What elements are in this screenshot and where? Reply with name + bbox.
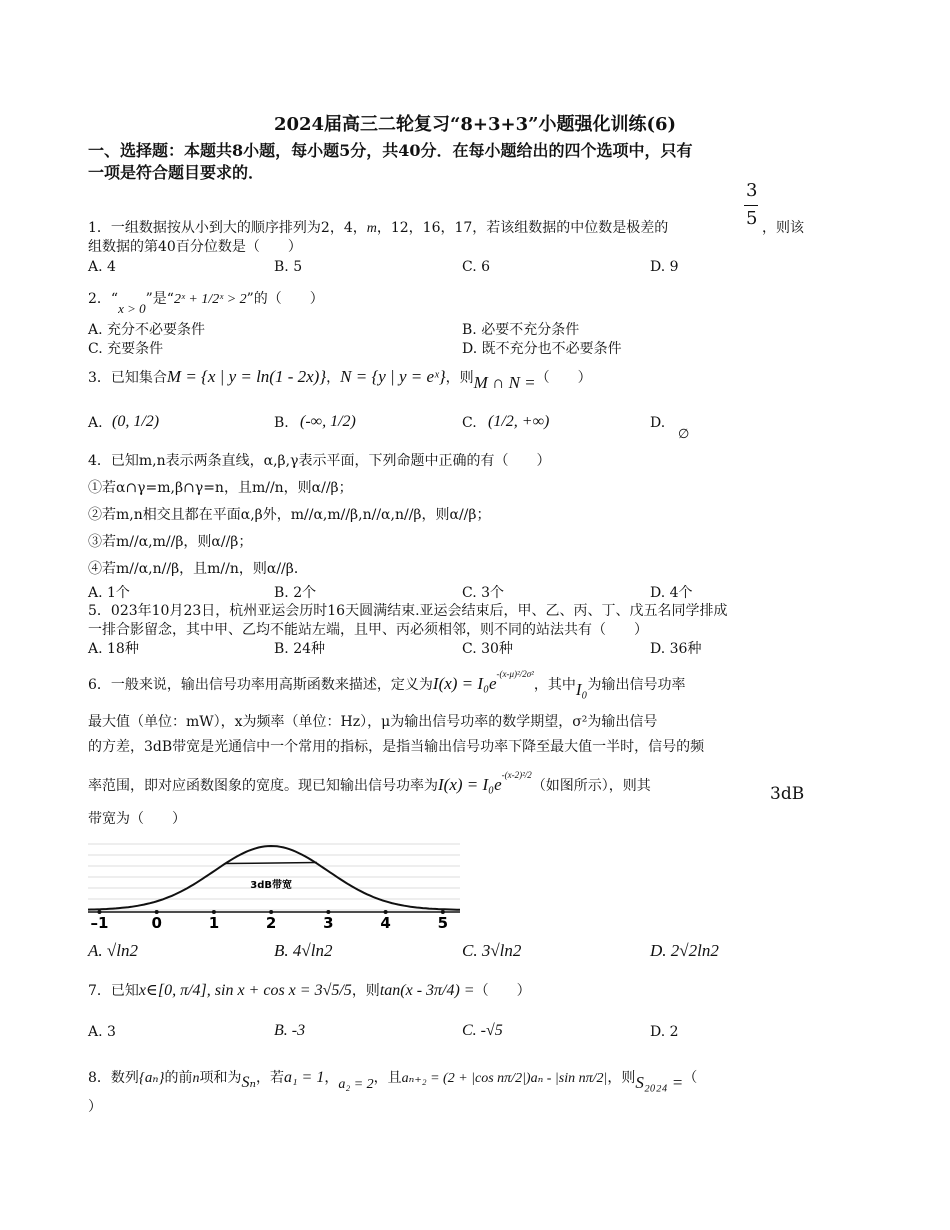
q8-stem (88, 1068, 698, 1092)
x-ticks (90, 910, 448, 930)
q6-l1a: 6．一般来说，输出信号功率用高斯函数来描述，定义为 (88, 677, 433, 693)
x-tick-label: 0 (151, 914, 162, 930)
q8-t2: 项和为 (199, 1070, 242, 1086)
gaussian-chart (88, 838, 460, 930)
q6-l4b: （如图所示），则其 (531, 778, 651, 794)
q1-option-c: C. 6 (462, 259, 491, 275)
x-tick-label: 1 (208, 914, 220, 930)
q6-option-a: A. √ln2 (88, 941, 138, 960)
q1-fraction-denominator: 5 (746, 208, 758, 229)
chart-grid (88, 844, 460, 910)
q6-i0: I₀ (575, 680, 588, 699)
q6-formula-2: I(x) = I₀e (438, 775, 502, 794)
q1-text-b: ，12，16，17，若该组数据的中位数是极差的 (376, 220, 669, 236)
q5-option-c: C. 30种 (462, 641, 513, 657)
q4-statement-1: ①若α∩γ=m,β∩γ=n，且m//n，则α//β； (88, 480, 353, 496)
q4-intro: 4．已知m,n表示两条直线，α,β,γ表示平面，下列命题中正确的有（ ） (88, 453, 551, 469)
x-tick-label: 4 (380, 914, 391, 930)
q7-condition: x∈[0, π/4], sin x + cos x = 3√5/5 (138, 982, 352, 999)
bandwidth-label: 3dB带宽 (250, 880, 293, 891)
q8-recurrence: aₙ₊₂ = (2 + |cos nπ/2|)aₙ - |sin nπ/2| (401, 1071, 608, 1086)
bandwidth-line (225, 863, 317, 864)
q7-stem (88, 982, 531, 1000)
q8-t6: ，则 (607, 1070, 636, 1086)
q7-option-d: D. 2 (650, 1024, 679, 1040)
q8-sn: Sₙ (241, 1074, 256, 1091)
q6-l1b: ，其中 (533, 677, 576, 693)
q3-option-d-value: ∅ (678, 427, 690, 442)
q8-prefix: 8．数列 (88, 1070, 139, 1086)
q5-option-d: D. 36种 (650, 641, 702, 657)
q8-a2: a₂ = 2 (338, 1077, 374, 1092)
q1-text-a: 1．一组数据按从小到大的顺序排列为2，4， (88, 220, 367, 236)
q1-var-m: m (366, 221, 377, 236)
section-heading-line1: 一、选择题：本题共8小题，每小题5分，共40分．在每小题给出的四个选项中，只有 (88, 141, 693, 160)
q6-option-c: C. 3√ln2 (462, 941, 522, 960)
q6-exponent-2: -(x-2)²/2 (501, 770, 532, 780)
q4-option-d: D. 4个 (650, 585, 693, 601)
q4-option-b: B. 2个 (274, 585, 317, 601)
q7-prefix: 7．已知 (88, 983, 139, 999)
q3-stem (88, 367, 592, 392)
q8-n: n (192, 1071, 200, 1086)
q3-set-n: N = {y | y = eˣ} (340, 367, 446, 386)
q1-option-b: B. 5 (274, 259, 303, 275)
q2-option-b: B. 必要不充分条件 (462, 322, 580, 338)
q8-a1: a₁ = 1 (283, 1069, 325, 1086)
q8-t5: ，且 (373, 1070, 402, 1086)
q6-line4 (88, 770, 651, 796)
q3-then: ，则 (445, 370, 474, 386)
q1-stem-line2: 组数据的第40百分位数是（ ） (88, 239, 302, 255)
q1-fraction-numerator: 3 (746, 180, 758, 201)
q3-option-b-label: B. (274, 415, 289, 431)
q2-option-c: C. 充要条件 (88, 341, 164, 357)
q8-t3: ，若 (255, 1070, 284, 1086)
q8-line2: ） (88, 1099, 102, 1115)
q3-option-a-value: (0, 1/2) (112, 413, 160, 430)
q8-s2024: S₂₀₂₄ = (635, 1073, 684, 1092)
q6-line3: 的方差，3dB带宽是光通信中一个常用的指标，是指当输出信号功率下降至最大值一半时，信号的频 (88, 739, 705, 755)
q7-blank: （ ） (474, 983, 531, 999)
section-heading-line2: 一项是符合题目要求的． (88, 163, 265, 182)
q2-option-a: A. 充分不必要条件 (88, 322, 206, 338)
q3-option-c-label: C. (462, 415, 477, 431)
q6-formula-1: I(x) = I₀e (432, 674, 497, 693)
q8-t1: 的前 (164, 1070, 193, 1086)
q3-sep: ， (326, 370, 341, 386)
q2-stem (88, 290, 324, 316)
x-tick-label: 5 (437, 914, 449, 930)
q5-stem-line1: 5．023年10月23日，杭州亚运会历时16天圆满结束.亚运会结束后，甲、乙、丙、丁、戊五名同学排成 (88, 603, 728, 619)
q6-line2: 最大值（单位：mW），x为频率（单位：Hz），μ为输出信号功率的数学期望，σ²为输出信号 (88, 714, 658, 730)
q3-option-d-label: D. (650, 415, 666, 431)
q4-option-c: C. 3个 (462, 585, 505, 601)
q5-stem-line2: 一排合影留念，其中甲、乙均不能站左端，且甲、丙必须相邻，则不同的站法共有（ ） (88, 622, 648, 638)
gaussian-curve (88, 846, 460, 910)
q7-option-b: B. -3 (274, 1022, 306, 1039)
q2-option-d: D. 既不充分也不必要条件 (462, 341, 622, 357)
q6-l4a: 率范围，即对应函数图象的宽度。现已知输出信号功率为 (88, 778, 438, 794)
x-tick-label: –1 (90, 914, 109, 930)
q2-mid: ”是“ (145, 291, 174, 307)
q2-suffix: ”的（ ） (246, 291, 324, 307)
q2-expression: 2ˣ + 1/2ˣ > 2 (173, 292, 247, 307)
page-title: 2024届高三二轮复习“8+3+3”小题强化训练(6) (273, 114, 677, 135)
q8-t7: （ (683, 1070, 698, 1086)
q3-option-a-label: A. (88, 415, 103, 431)
q3-intersection: M ∩ N = (473, 373, 536, 392)
x-tick-label: 3 (323, 914, 334, 930)
q3-blank: （ ） (535, 370, 592, 386)
q1-fraction-bar (744, 205, 758, 206)
q1-option-d: D. 9 (650, 259, 679, 275)
q6-option-d: D. 2√2ln2 (650, 941, 719, 960)
q4-statement-2: ②若m,n相交且都在平面α,β外，m//α,m//β,n//α,n//β，则α//β； (88, 507, 491, 523)
x-tick-label: 2 (265, 914, 277, 930)
q4-statement-4: ④若m//α,n//β，且m//n，则α//β． (88, 561, 308, 577)
q7-option-c: C. -√5 (462, 1022, 503, 1039)
q2-condition: x > 0 (118, 301, 146, 316)
q3-option-c-value: (1/2, +∞) (488, 413, 550, 430)
q8-t4: ， (324, 1070, 339, 1086)
q7-option-a: A. 3 (88, 1024, 116, 1040)
q7-then: ，则 (351, 983, 380, 999)
q1-stem (88, 219, 668, 238)
q6-option-b: B. 4√ln2 (274, 941, 333, 960)
q8-seq: {aₙ} (138, 1070, 165, 1086)
q6-exponent-1: -(x-μ)²/2σ² (496, 669, 534, 679)
q3-set-m: M = {x | y = ln(1 - 2x)} (166, 367, 327, 386)
q5-option-b: B. 24种 (274, 641, 326, 657)
q3-option-b-value: (-∞, 1/2) (300, 413, 356, 430)
q3-prefix: 3．已知集合 (88, 370, 167, 386)
q7-expression: tan(x - 3π/4) = (379, 982, 475, 999)
q5-option-a: A. 18种 (88, 641, 139, 657)
q4-statement-3: ③若m//α,m//β，则α//β； (88, 534, 253, 550)
q6-line5: 带宽为（ ） (88, 811, 186, 827)
q6-l1c: 为输出信号功率 (587, 677, 686, 693)
q4-option-a: A. 1个 (88, 585, 130, 601)
q6-3db-label: 3dB (770, 784, 805, 804)
q1-text-c: ，则该 (762, 220, 804, 236)
q1-option-a: A. 4 (88, 259, 116, 275)
q2-prefix: 2．“ (88, 291, 119, 307)
